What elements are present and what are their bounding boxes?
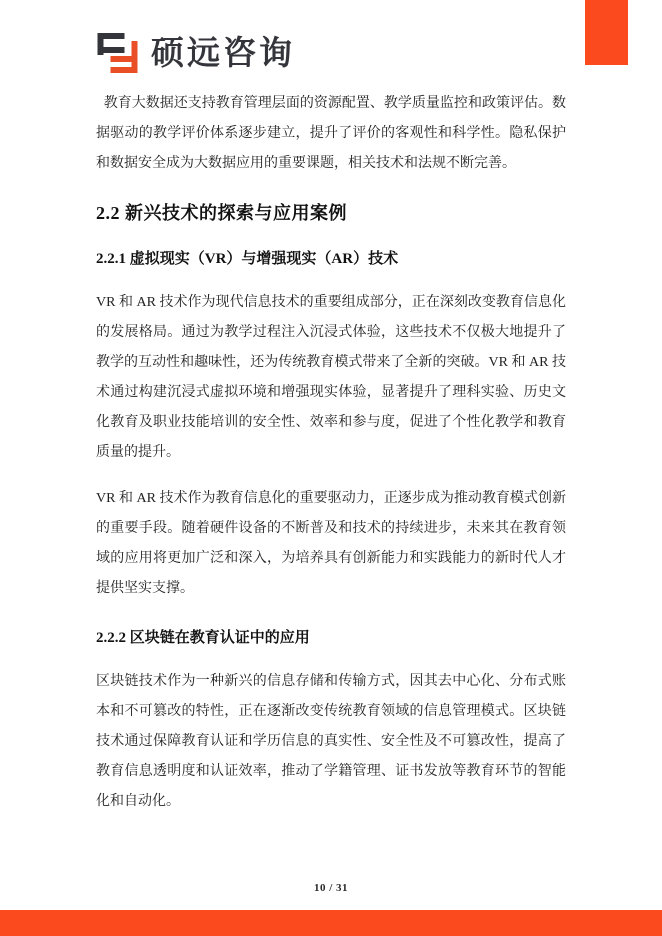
paragraph-vr-ar-future: VR 和 AR 技术作为教育信息化的重要驱动力，正逐步成为推动教育模式创新的重要手段。随着硬件设备的不断普及和技术的持续进步，未来其在教育领域的应用将更加广泛和深入，为培养具有创新能力和实践能力的新时代人才提供坚实支撑。 (96, 491, 566, 596)
brand-logo (97, 33, 662, 73)
page-number: 10 / 31 (313, 882, 349, 894)
bottom-accent-bar (0, 910, 662, 936)
logo-text: 硕远咨询 (151, 34, 295, 71)
subsection-heading-2-2-1: 2.2.1 虚拟现实（VR）与增强现实（AR）技术 (96, 251, 399, 267)
paragraph-vr-ar-overview: VR 和 AR 技术作为现代信息技术的重要组成部分，正在深刻改变教育信息化的发展格局。通过为教学过程注入沉浸式体验，这些技术不仅极大地提升了教学的互动性和趣味性，还为传统教育模式带来了全新的突破。VR 和 AR 技术通过构建沉浸式虚拟环境和增强现实体验，显著提升了理科实验、历史文化教育及职业技能培训的安全性、效率和参与度，促进了个性化教学和教育质量的提升。 (96, 295, 566, 460)
section-heading-2-2: 2.2 新兴技术的探索与应用案例 (96, 203, 347, 223)
paragraph-blockchain: 区块链技术作为一种新兴的信息存储和传输方式，因其去中心化、分布式账本和不可篡改的特性，正在逐渐改变传统教育领域的信息管理模式。区块链技术通过保障教育认证和学历信息的真实性、安全性及不可篡改性，提高了教育信息透明度和认证效率，推动了学籍管理、证书发放等教育环节的智能化和自动化。 (96, 674, 566, 809)
logo-icon (97, 33, 138, 73)
top-right-accent-block (585, 0, 628, 65)
paragraph-big-data: 教育大数据还支持教育管理层面的资源配置、教学质量监控和政策评估。数据驱动的教学评价体系逐步建立，提升了评价的客观性和科学性。隐私保护和数据安全成为大数据应用的重要课题，相关技术和法规不断完善。 (96, 96, 566, 171)
subsection-heading-2-2-2: 2.2.2 区块链在教育认证中的应用 (96, 630, 310, 646)
document-body (0, 89, 662, 817)
